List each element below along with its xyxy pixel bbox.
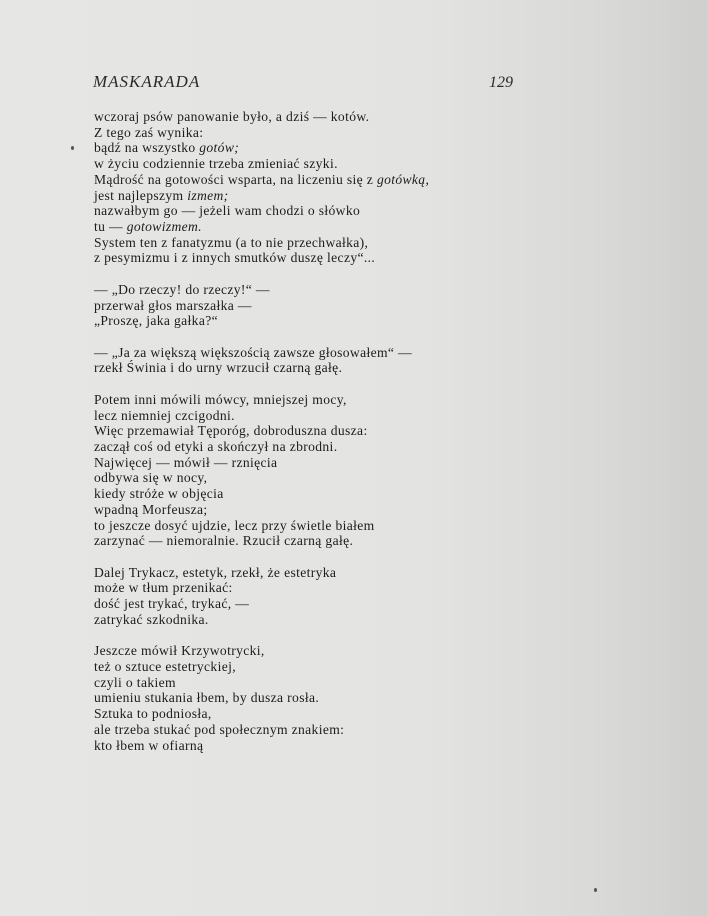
stanza <box>94 345 534 376</box>
stanza <box>94 282 534 329</box>
poem-body <box>94 109 534 769</box>
verse-line <box>94 596 534 612</box>
stanza <box>94 565 534 628</box>
verse-line <box>94 502 534 518</box>
verse-text: Dalej Trykacz, estetyk, rzekł, że estetryka <box>94 564 337 580</box>
verse-text: jest najlepszym <box>94 187 188 203</box>
verse-text: zatrykać szkodnika. <box>94 611 209 627</box>
verse-line <box>94 219 534 235</box>
verse-line <box>94 565 534 581</box>
italic-word: gotowizmem. <box>126 218 202 234</box>
verse-line <box>94 580 534 596</box>
verse-line <box>94 156 534 172</box>
verse-text: odbywa się w nocy, <box>94 470 208 486</box>
verse-text: w życiu codziennie trzeba zmieniać szyki. <box>94 156 338 172</box>
italic-word: gotów; <box>199 140 240 156</box>
verse-line <box>94 313 534 329</box>
verse-line <box>94 125 534 141</box>
verse-text: z pesymizmu i z innych smutków duszę leczy“... <box>94 250 376 266</box>
italic-word: izmem; <box>187 187 229 203</box>
verse-text: też o sztuce estetryckiej, <box>94 659 236 675</box>
verse-text: dość jest trykać, trykać, — <box>94 596 250 612</box>
verse-text: „Proszę, jaka gałka?“ <box>94 313 218 329</box>
scan-speck <box>594 888 597 892</box>
running-title: MASKARADA <box>93 72 201 91</box>
verse-text: może w tłum przenikać: <box>94 580 233 596</box>
verse-line <box>94 455 534 471</box>
verse-text: wpadną Morfeusza; <box>94 501 208 517</box>
verse-text: nazwałbym go — jeżeli wam chodzi o słówko <box>94 203 361 219</box>
verse-line <box>94 423 534 439</box>
page-number: 129 <box>489 74 513 91</box>
verse-text: rzekł Świnia i do urny wrzucił czarną gałę. <box>94 360 343 376</box>
verse-line <box>94 345 534 361</box>
verse-text: kiedy stróże w objęcia <box>94 486 224 502</box>
verse-text: Sztuka to podniosła, <box>94 706 212 722</box>
verse-line <box>94 188 534 204</box>
verse-line <box>94 360 534 376</box>
verse-text: przerwał głos marszałka — <box>94 297 252 313</box>
verse-text: Mądrość na gotowości wsparta, na liczeniu się z <box>94 171 377 187</box>
verse-text: umieniu stukania łbem, by dusza rosła. <box>94 690 320 706</box>
verse-line <box>94 722 534 738</box>
verse-line <box>94 408 534 424</box>
verse-line <box>94 690 534 706</box>
verse-text: czyli o takiem <box>94 674 176 690</box>
verse-text: wczoraj psów panowanie było, a dziś — kotów. <box>94 109 370 124</box>
verse-text: zarzynać — niemoralnie. Rzucił czarną gałę. <box>94 533 354 549</box>
verse-line <box>94 439 534 455</box>
verse-text: Więc przemawiał Tęporóg, dobroduszna dusza: <box>94 423 368 439</box>
verse-line <box>94 486 534 502</box>
scan-speck <box>71 146 74 150</box>
verse-line <box>94 738 534 754</box>
verse-text: ale trzeba stukać pod społecznym znakiem: <box>94 721 345 737</box>
verse-line <box>94 250 534 266</box>
stanza <box>94 392 534 549</box>
verse-text: tu — <box>94 218 127 234</box>
italic-word: gotówką, <box>376 171 430 187</box>
verse-line <box>94 643 534 659</box>
verse-line <box>94 706 534 722</box>
page-header <box>93 72 513 96</box>
verse-line <box>94 675 534 691</box>
verse-text: System ten z fanatyzmu (a to nie przechwałka), <box>94 234 369 250</box>
verse-line <box>94 282 534 298</box>
verse-line <box>94 392 534 408</box>
verse-line <box>94 235 534 251</box>
verse-text: zaczął coś od etyki a skończył na zbrodni. <box>94 439 338 455</box>
verse-line <box>94 612 534 628</box>
verse-line <box>94 140 534 156</box>
verse-line <box>94 298 534 314</box>
verse-line <box>94 659 534 675</box>
verse-text: Jeszcze mówił Krzywotrycki, <box>94 643 265 659</box>
verse-text: Najwięcej — mówił — rznięcia <box>94 454 278 470</box>
verse-text: Potem inni mówili mówcy, mniejszej mocy, <box>94 391 347 407</box>
verse-line <box>94 203 534 219</box>
verse-text: to jeszcze dosyć ujdzie, lecz przy świetle białem <box>94 517 375 533</box>
verse-line <box>94 109 534 125</box>
verse-text: — „Do rzeczy! do rzeczy!“ — <box>94 281 270 297</box>
verse-text: — „Ja za większą większością zawsze głosowałem“ — <box>94 344 412 360</box>
stanza <box>94 109 534 266</box>
verse-line <box>94 533 534 549</box>
verse-text: lecz niemniej czcigodni. <box>94 407 235 423</box>
verse-text: bądź na wszystko <box>94 140 200 156</box>
verse-line <box>94 518 534 534</box>
verse-text: Z tego zaś wynika: <box>94 124 204 140</box>
verse-line <box>94 470 534 486</box>
verse-line <box>94 172 534 188</box>
verse-text: kto łbem w ofiarną <box>94 737 204 753</box>
stanza <box>94 643 534 753</box>
